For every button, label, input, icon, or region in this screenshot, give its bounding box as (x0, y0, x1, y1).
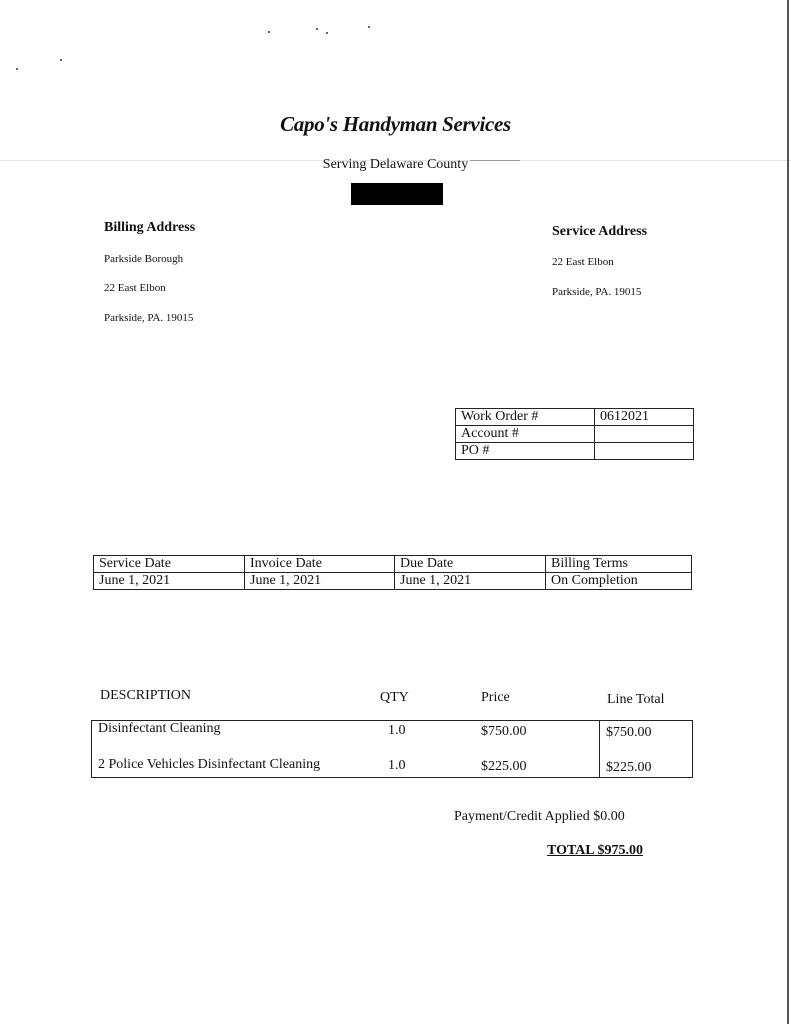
account-value (595, 426, 694, 443)
page-edge (787, 0, 789, 1024)
table-row (456, 426, 694, 443)
billing-address-line: Parkside, PA. 19015 (104, 312, 194, 324)
invoice-total: TOTAL $975.00 (547, 843, 643, 858)
dates-table (93, 555, 692, 590)
qty-header: QTY (380, 690, 409, 705)
table-row (456, 443, 694, 460)
order-info-table (455, 408, 694, 460)
table-row (94, 573, 692, 590)
item-line-total: $750.00 (606, 725, 652, 740)
account-label: Account # (456, 426, 595, 443)
billing-terms-header: Billing Terms (546, 556, 692, 573)
item-description: 2 Police Vehicles Disinfectant Cleaning (98, 757, 321, 772)
scan-speck (368, 26, 370, 28)
item-price: $225.00 (481, 759, 527, 774)
item-qty: 1.0 (388, 758, 406, 773)
service-date-header: Service Date (94, 556, 245, 573)
po-value (595, 443, 694, 460)
service-address-line: 22 East Elbon (552, 256, 614, 268)
scan-speck (16, 68, 18, 70)
payment-credit-applied: Payment/Credit Applied $0.00 (454, 809, 625, 824)
item-description: Disinfectant Cleaning (98, 721, 221, 736)
billing-address-line: Parkside Borough (104, 253, 184, 265)
price-header: Price (481, 690, 510, 705)
table-row (456, 409, 694, 426)
scan-speck (60, 59, 62, 61)
billing-address-heading: Billing Address (104, 220, 196, 235)
service-date-value: June 1, 2021 (94, 573, 245, 590)
line-total-header: Line Total (607, 692, 665, 707)
service-address-line: Parkside, PA. 19015 (552, 286, 642, 298)
item-qty: 1.0 (388, 723, 406, 738)
description-header: DESCRIPTION (100, 688, 192, 703)
item-price: $750.00 (481, 724, 527, 739)
due-date-value: June 1, 2021 (395, 573, 546, 590)
work-order-label: Work Order # (456, 409, 595, 426)
invoice-date-value: June 1, 2021 (245, 573, 395, 590)
column-divider (599, 721, 600, 777)
table-row (94, 556, 692, 573)
company-tagline: Serving Delaware County (322, 157, 469, 172)
billing-terms-value: On Completion (546, 573, 692, 590)
invoice-date-header: Invoice Date (245, 556, 395, 573)
billing-address-line: 22 East Elbon (104, 282, 166, 294)
item-line-total: $225.00 (606, 760, 652, 775)
due-date-header: Due Date (395, 556, 546, 573)
po-label: PO # (456, 443, 595, 460)
scan-speck (326, 32, 328, 34)
service-address-heading: Service Address (552, 224, 648, 239)
company-name: Capo's Handyman Services (280, 112, 511, 136)
scan-speck (268, 31, 270, 33)
scan-speck (316, 28, 318, 30)
work-order-value: 0612021 (595, 409, 694, 426)
redaction-box (351, 183, 443, 205)
